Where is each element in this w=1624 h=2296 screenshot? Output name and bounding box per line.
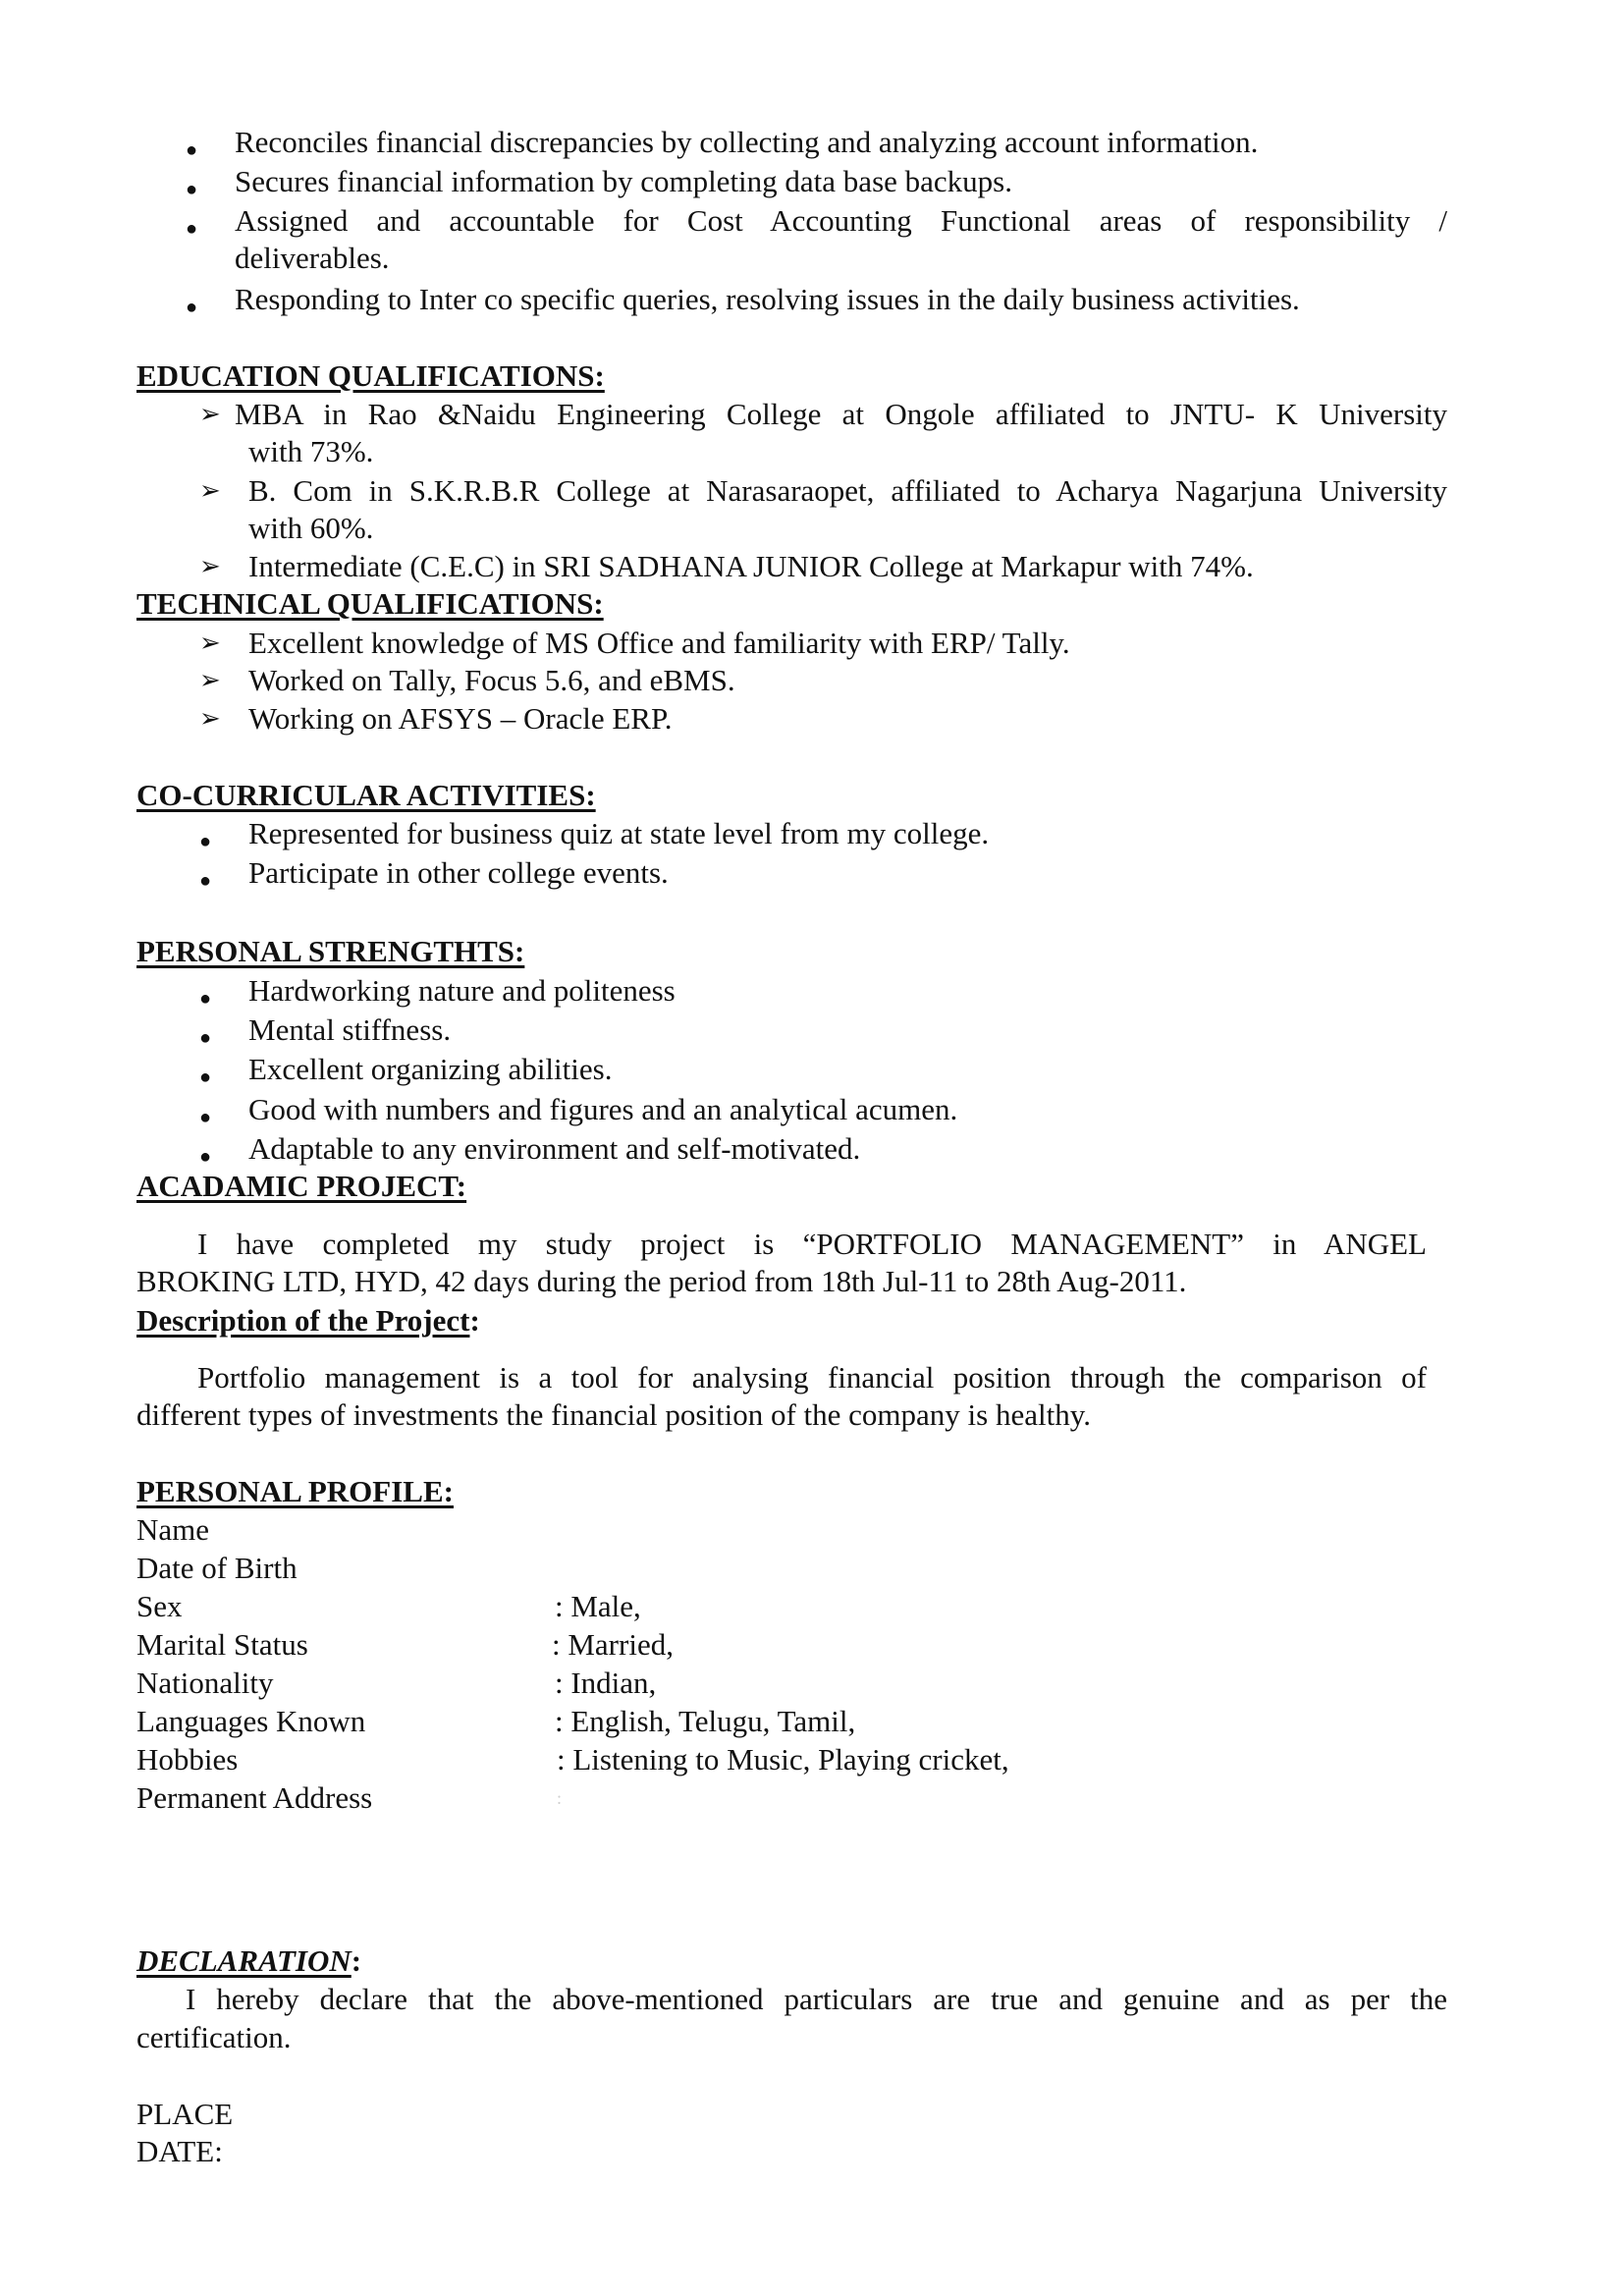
project-text-line2: BROKING LTD, HYD, 42 days during the period from 18th Jul-11 to 28th Aug-2011.	[136, 1264, 1187, 1298]
project-description-line2: different types of investments the financial position of the company is healthy.	[136, 1397, 1091, 1432]
declaration-text-line2: certification.	[136, 2020, 292, 2054]
profile-label-address: Permanent Address	[136, 1780, 373, 1815]
arrow-bullet-icon: ➢	[199, 666, 221, 694]
experience-item: Secures financial information by completing data base backups.	[235, 164, 1012, 198]
arrow-bullet-icon: ➢	[199, 400, 221, 428]
education-item-continued: with 60%.	[248, 511, 374, 545]
technical-item: Excellent knowledge of MS Office and familiarity with ERP/ Tally.	[248, 626, 1070, 660]
bullet-icon: ●	[199, 831, 212, 852]
project-description-heading: Description of the Project	[136, 1303, 470, 1338]
profile-value-marital-status: : Married,	[552, 1627, 674, 1662]
strengths-heading: PERSONAL STRENGTHTS:	[136, 934, 525, 968]
bullet-icon: ●	[199, 870, 212, 892]
education-item: B. Com in S.K.R.B.R College at Narasaraopet, affiliated to Acharya Nagarjuna University	[248, 473, 1447, 508]
arrow-bullet-icon: ➢	[199, 704, 221, 733]
bullet-icon: ●	[199, 988, 212, 1010]
cocurricular-item: Represented for business quiz at state level from my college.	[248, 816, 990, 850]
cocurricular-heading: CO-CURRICULAR ACTIVITIES:	[136, 778, 596, 812]
experience-item: Responding to Inter co specific queries, resolving issues in the daily business activities.	[235, 282, 1300, 316]
bullet-icon: ●	[186, 139, 198, 161]
experience-item: Assigned and accountable for Cost Accounting Functional areas of responsibility /	[235, 203, 1447, 238]
experience-item: Reconciles financial discrepancies by collecting and analyzing account information.	[235, 125, 1259, 159]
profile-label-marital-status: Marital Status	[136, 1627, 308, 1662]
bullet-icon: ●	[199, 1066, 212, 1088]
technical-item: Worked on Tally, Focus 5.6, and eBMS.	[248, 663, 735, 697]
profile-value-languages: : English, Telugu, Tamil,	[555, 1704, 856, 1738]
arrow-bullet-icon: ➢	[199, 476, 221, 505]
profile-label-name: Name	[136, 1512, 210, 1547]
education-item-continued: with 73%.	[248, 434, 374, 468]
declaration-heading-row	[136, 1942, 361, 1980]
technical-item: Working on AFSYS – Oracle ERP.	[248, 701, 673, 736]
technical-heading: TECHNICAL QUALIFICATIONS:	[136, 586, 604, 621]
profile-value-address: :	[557, 1788, 563, 1808]
profile-label-dob: Date of Birth	[136, 1551, 298, 1585]
experience-item-continued: deliverables.	[235, 241, 390, 275]
project-text-line1: I have completed my study project is “PORTFOLIO MANAGEMENT” in ANGEL	[197, 1227, 1427, 1261]
bullet-icon: ●	[199, 1146, 212, 1168]
profile-value-sex: : Male,	[555, 1589, 641, 1623]
profile-value-hobbies: : Listening to Music, Playing cricket,	[557, 1742, 1009, 1777]
bullet-icon: ●	[199, 1107, 212, 1128]
cocurricular-item: Participate in other college events.	[248, 855, 669, 890]
project-description-heading-row	[136, 1302, 480, 1339]
strength-item: Mental stiffness.	[248, 1012, 452, 1047]
bullet-icon: ●	[199, 1027, 212, 1049]
arrow-bullet-icon: ➢	[199, 552, 221, 580]
bullet-icon: ●	[186, 218, 198, 240]
declaration-colon: :	[351, 1943, 362, 1978]
education-heading: EDUCATION QUALIFICATIONS:	[136, 358, 605, 393]
arrow-bullet-icon: ➢	[199, 629, 221, 657]
strength-item: Good with numbers and figures and an analytical acumen.	[248, 1092, 958, 1126]
project-description-line1: Portfolio management is a tool for analysing financial position through the comparison of	[197, 1360, 1427, 1394]
project-heading: ACADAMIC PROJECT:	[136, 1169, 467, 1203]
education-item: MBA in Rao &Naidu Engineering College at Ongole affiliated to JNTU- K University	[235, 397, 1447, 431]
project-description-colon: :	[469, 1303, 480, 1338]
profile-heading: PERSONAL PROFILE:	[136, 1474, 454, 1508]
bullet-icon: ●	[186, 179, 198, 200]
place-label: PLACE	[136, 2097, 234, 2131]
profile-label-nationality: Nationality	[136, 1666, 274, 1700]
profile-value-nationality: : Indian,	[555, 1666, 657, 1700]
profile-label-hobbies: Hobbies	[136, 1742, 239, 1777]
bullet-icon: ●	[186, 297, 198, 318]
declaration-heading: DECLARATION	[136, 1943, 352, 1978]
profile-label-sex: Sex	[136, 1589, 183, 1623]
strength-item: Hardworking nature and politeness	[248, 973, 676, 1008]
education-item: Intermediate (C.E.C) in SRI SADHANA JUNIOR College at Markapur with 74%.	[248, 549, 1254, 583]
strength-item: Adaptable to any environment and self-motivated.	[248, 1131, 861, 1166]
date-label: DATE:	[136, 2134, 223, 2168]
strength-item: Excellent organizing abilities.	[248, 1052, 613, 1086]
profile-label-languages: Languages Known	[136, 1704, 366, 1738]
declaration-text-line1: I hereby declare that the above-mentioned particulars are true and genuine and as per the	[186, 1982, 1447, 2016]
